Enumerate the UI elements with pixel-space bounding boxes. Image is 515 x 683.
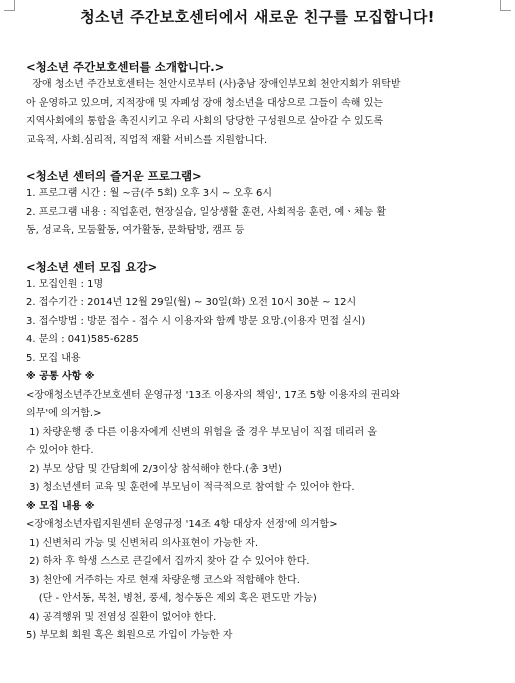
common-notes-item: 2) 부모 상담 및 간담회에 2/3이상 참석해야 한다.(총 3번) bbox=[26, 463, 282, 475]
recruit-content-item: 1) 신변처리 가능 및 신변처리 의사표현이 가능한 자. bbox=[26, 537, 259, 549]
document-body bbox=[26, 58, 508, 646]
intro-line: 장애 청소년 주간보호센터는 천안시로부터 (사)충남 장애인부모회 천안지회가 위탁받 bbox=[26, 79, 401, 90]
section-spacer bbox=[26, 150, 508, 167]
section-spacer bbox=[26, 241, 508, 258]
recruit-item: 4. 문의 : 041)585-6285 bbox=[26, 334, 139, 345]
program-line: 동, 성교육, 모둠활동, 여가활동, 문화탐방, 캠프 등 bbox=[26, 225, 245, 236]
common-notes-item: 수 있어야 한다. bbox=[26, 445, 94, 456]
recruit-item: 3. 접수방법 : 방문 접수 - 접수 시 이용자와 함께 방문 요망.(이용자 면접 실시) bbox=[26, 315, 366, 327]
recruit-content-item: 3) 천안에 거주하는 자로 현재 차량운행 코스와 적합해야 한다. bbox=[26, 574, 300, 586]
intro-heading: <청소년 주간보호센터를 소개합니다.> bbox=[26, 60, 225, 74]
common-notes-item: 1) 차량운행 중 다른 이용자에게 신변의 위험을 줄 경우 부모님이 직접 데리러 올 bbox=[26, 426, 378, 438]
recruit-content-item: 2) 하차 후 학생 스스로 큰길에서 집까지 찾아 갈 수 있어야 한다. bbox=[26, 556, 310, 567]
intro-line: 아 운영하고 있으며, 지적장애 및 자폐성 장애 청소년을 대상으로 그들이 속해 있는 bbox=[26, 97, 383, 109]
recruit-content-intro: <장애청소년자립지원센터 운영규정 '14조 4항 대상자 선정'에 의거함> bbox=[26, 519, 338, 530]
document-title: 청소년 주간보호센터에서 새로운 친구를 모집합니다! bbox=[80, 8, 435, 26]
common-notes-intro: 의무'에 의거함.> bbox=[26, 408, 102, 419]
recruit-item: 2. 접수기간 : 2014년 12월 29일(월) ~ 30일(화) 오전 10시 30분 ~ 12시 bbox=[26, 297, 357, 308]
common-notes-item: 3) 청소년센터 교육 및 훈련에 부모님이 적극적으로 참여할 수 있어야 한다. bbox=[26, 482, 355, 493]
program-line: 1. 프로그램 시간 : 월 ~금(주 5회) 오후 3시 ~ 오후 6시 bbox=[26, 188, 273, 199]
recruit-content-label: ※ 모집 내용 ※ bbox=[26, 500, 95, 512]
common-notes-label: ※ 공통 사항 ※ bbox=[26, 371, 95, 382]
recruit-content-item: (단 - 안서동, 목천, 병천, 풍세, 청수동은 제외 혹은 편도만 가능) bbox=[26, 593, 317, 604]
common-notes-intro: <장애청소년주간보호센터 운영규정 '13조 이용자의 책임', 17조 5항 이용자의 권리와 bbox=[26, 389, 400, 401]
recruit-heading: <청소년 센터 모집 요강> bbox=[26, 259, 158, 274]
intro-line: 지역사회에의 통합을 촉진시키고 우리 사회의 당당한 구성원으로 살아갈 수 있도록 bbox=[26, 116, 384, 127]
program-line: 2. 프로그램 내용 : 직업훈련, 현장실습, 일상생활 훈련, 사회적응 훈련, 예ㆍ체능 활 bbox=[26, 206, 387, 218]
recruit-content-item: 4) 공격행위 및 전염성 질환이 없어야 한다. bbox=[26, 611, 217, 623]
program-heading: <청소년 센터의 즐거운 프로그램> bbox=[26, 169, 202, 183]
recruit-item: 5. 모집 내용 bbox=[26, 352, 81, 364]
recruit-item: 1. 모집인원 : 1명 bbox=[26, 278, 104, 290]
intro-line: 교육적, 사회.심리적, 직업적 재활 서비스를 지원합니다. bbox=[26, 134, 268, 146]
recruit-content-item: 5) 부모회 회원 혹은 회원으로 가입이 가능한 자 bbox=[26, 630, 233, 641]
